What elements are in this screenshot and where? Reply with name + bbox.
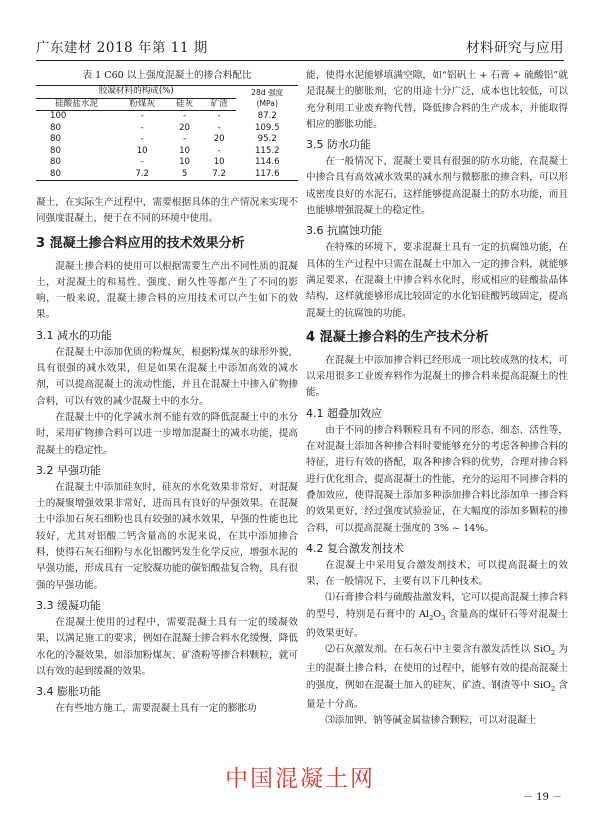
mix-ratio-table: [36, 85, 298, 181]
site-watermark: 中国混凝土网: [225, 766, 375, 792]
paragraph: 在有些地方施工，需要混凝土具有一定的膨胀功: [55, 703, 257, 715]
paragraph: ⑶添加钾、钠等碱金属盐掺合颗粒，可以对混凝土: [325, 715, 537, 727]
table-row: 80 - 10 10 114.6: [50, 157, 280, 167]
table-row: 80 - - 20 95.2: [50, 134, 277, 144]
subsection-heading: 3.2 早强功能: [36, 463, 101, 477]
paragraph: 在混凝土中添加优质的粉煤灰，根据粉煤灰的球形外貌，具有很强的减水效果，但是如果在混凝土中添加高效的减水剂，可以提高混凝土的流动性能，并且在混凝土中掺入矿物掺合料，可以有效的减少混凝土中的水分。: [36, 346, 298, 407]
paragraph: 在混凝土中的化学减水剂不能有效的降低混凝土中的水分时，采用矿物掺合料可以进一步增加混凝土的减水功能，提高混凝土的稳定性。: [36, 411, 298, 456]
section-title: 材料研究与应用: [466, 40, 564, 56]
column-header: 粉煤灰: [117, 98, 167, 111]
left-column: [36, 68, 298, 717]
column-header: 硅灰: [167, 98, 202, 111]
paragraph: 在混凝土中添加硅灰时，硅灰的水化效果非常好，对混凝土的凝聚增强效果非常好，进而具有良好的早强效果。在混凝土中添加石灰石细粉也具有较强的减水效果，早强的性能也比较好，尤其对铝酸二钙含量高的水泥来说，在其中添加掺合料，使得石灰石细粉与水化铝酸钙发生化学反应，增强水泥的早强功能，形成具有一定胶凝功能的碳铝酸盐复合物，具有很强的早强功能。: [36, 481, 298, 591]
table-title: 表 1 C60 以上强度混凝土的掺合料配比: [82, 70, 252, 81]
subsection-heading: 3.3 缓凝功能: [36, 598, 101, 612]
subsection-heading: 3.5 防水功能: [306, 138, 371, 152]
paragraph: ⑴石膏掺合料与硫酸盐激发料，它可以提高混凝土掺合料的型号，特别是石膏中的 $Al_2O_3$ 含量高的煤矸石等对混凝土的效果更好。: [306, 592, 568, 639]
paragraph: 在一般情况下，混凝土要具有很强的防水功能，在混凝土中掺合具有高效减水效果的减水剂与微膨胀的掺合料，可以形成密度良好的水泥石，这样能够提高混凝土的防水功能，而且也能够增强混凝土的稳定性。: [306, 156, 568, 217]
paragraph: 在混凝土中添加掺合料已经形成一项比较成熟的技术，可以采用很多工业废弃料作为混凝土的掺合料来提高混凝土的性能。: [306, 354, 568, 399]
header-rule: [36, 60, 564, 61]
strength-header: 28d 强度 (MPa): [236, 86, 298, 111]
page-number: － 19 －: [522, 792, 562, 803]
running-header: [36, 36, 564, 58]
paragraph: 在混凝土中采用复合激发剂技术，可以提高混凝土的效果，在一般情况下，主要有以下几种技术。: [306, 559, 568, 588]
table-row: 80 - 20 - 109.5: [50, 122, 280, 133]
table-row: 80 10 10 - 115.2: [50, 145, 280, 156]
subsection-heading: 4.1 超叠加效应: [306, 406, 382, 420]
column-header: 矿渣: [202, 98, 237, 111]
subsection-heading: 3.6 抗腐蚀功能: [306, 224, 382, 238]
section-heading: 4 混凝土掺合料的生产技术分析: [306, 329, 489, 345]
table-row: 80 7.2 5 7.2 117.6: [36, 169, 298, 181]
paragraph: 在混凝土使用的过程中，需要混凝土具有一定的缓凝效果，以满足施工的要求，例如在混凝土掺合料水化缓慢，降低水化的冷凝效果，如添加粉煤灰、矿渣粉等掺合料颗粒，就可以有效的起到缓凝的效果。: [36, 616, 298, 677]
paragraph: ⑵石灰激发剂。在石灰石中主要含有激发活性以 SiO$_2$ 为主的混凝土掺合料，在使用的过程中，能够有效的提高混凝土的强度，例如在混凝土加入的硅灰、矿渣、钢渣等中 SiO$_2$ 含量是十分高。: [306, 644, 568, 710]
section-heading: 3 混凝土掺合料应用的技术效果分析: [36, 235, 245, 251]
subsection-heading: 3.1 减水的功能: [36, 328, 112, 342]
table-row: 100 - - - 87.2: [50, 110, 277, 121]
subsection-heading: 3.4 膨胀功能: [36, 685, 101, 699]
column-header: 硅酸盐水泥: [36, 98, 117, 111]
paragraph: 能，使得水泥能够填满空隙，如“铝矾土 + 石膏 + 硫酸铝”就是混凝土的膨胀剂，它的用途十分广泛，成本也比较低，可以充分利用工业废弃物代替，降低掺合料的生产成本，并能取得相应的膨胀功能。: [306, 70, 568, 130]
subsection-heading: 4.2 复合激发剂技术: [306, 541, 404, 555]
paragraph: 由于不同的掺合料颗粒具有不同的形态、细态、活性等，在对混凝土添加各种掺合料时要能够充分的考虑各种掺合料的特征，进行有效的搭配，取各种掺合料的优势，合理对掺合料进行优化组合，提高混凝土的性能，充分的运用不同掺合料的叠加效应，使得混凝土添加多种添加掺合料比添加单一掺合料的效果更好，经过强度试验验证，在大幅度的添加多颗粒的掺合料，可以提高混凝土强度的 3% ~ 14%。: [306, 424, 568, 534]
group-header: 胶凝材料的构成(%): [36, 86, 236, 99]
right-column: [306, 68, 568, 730]
paragraph: 凝土，在实际生产过程中，需要根据具体的生产情况来实现不同强度混凝土，便于在不同的环境中使用。: [36, 197, 298, 225]
paragraph: 混凝土掺合料的使用可以根据需要生产出不同性质的混凝土，对混凝土的和易性、强度、耐久性等都产生了不同的影响，一般来说，混凝土掺合料的应用技术可以产生如下的效果。: [36, 260, 298, 321]
paragraph: 在特殊的环境下，要求混凝土具有一定的抗腐蚀功能，在具体的生产过程中只需在混凝土中加入一定的掺合料，就能够满足要求，在混凝土中掺合料水化时，形成相应的硅酸盐晶体结构，这样就能够形成比较固定的水化铝硅酸钙玻固定，提高混凝土的抗腐蚀的功能。: [306, 242, 568, 319]
journal-title: 广东建材 2018 年第 11 期: [36, 40, 208, 56]
